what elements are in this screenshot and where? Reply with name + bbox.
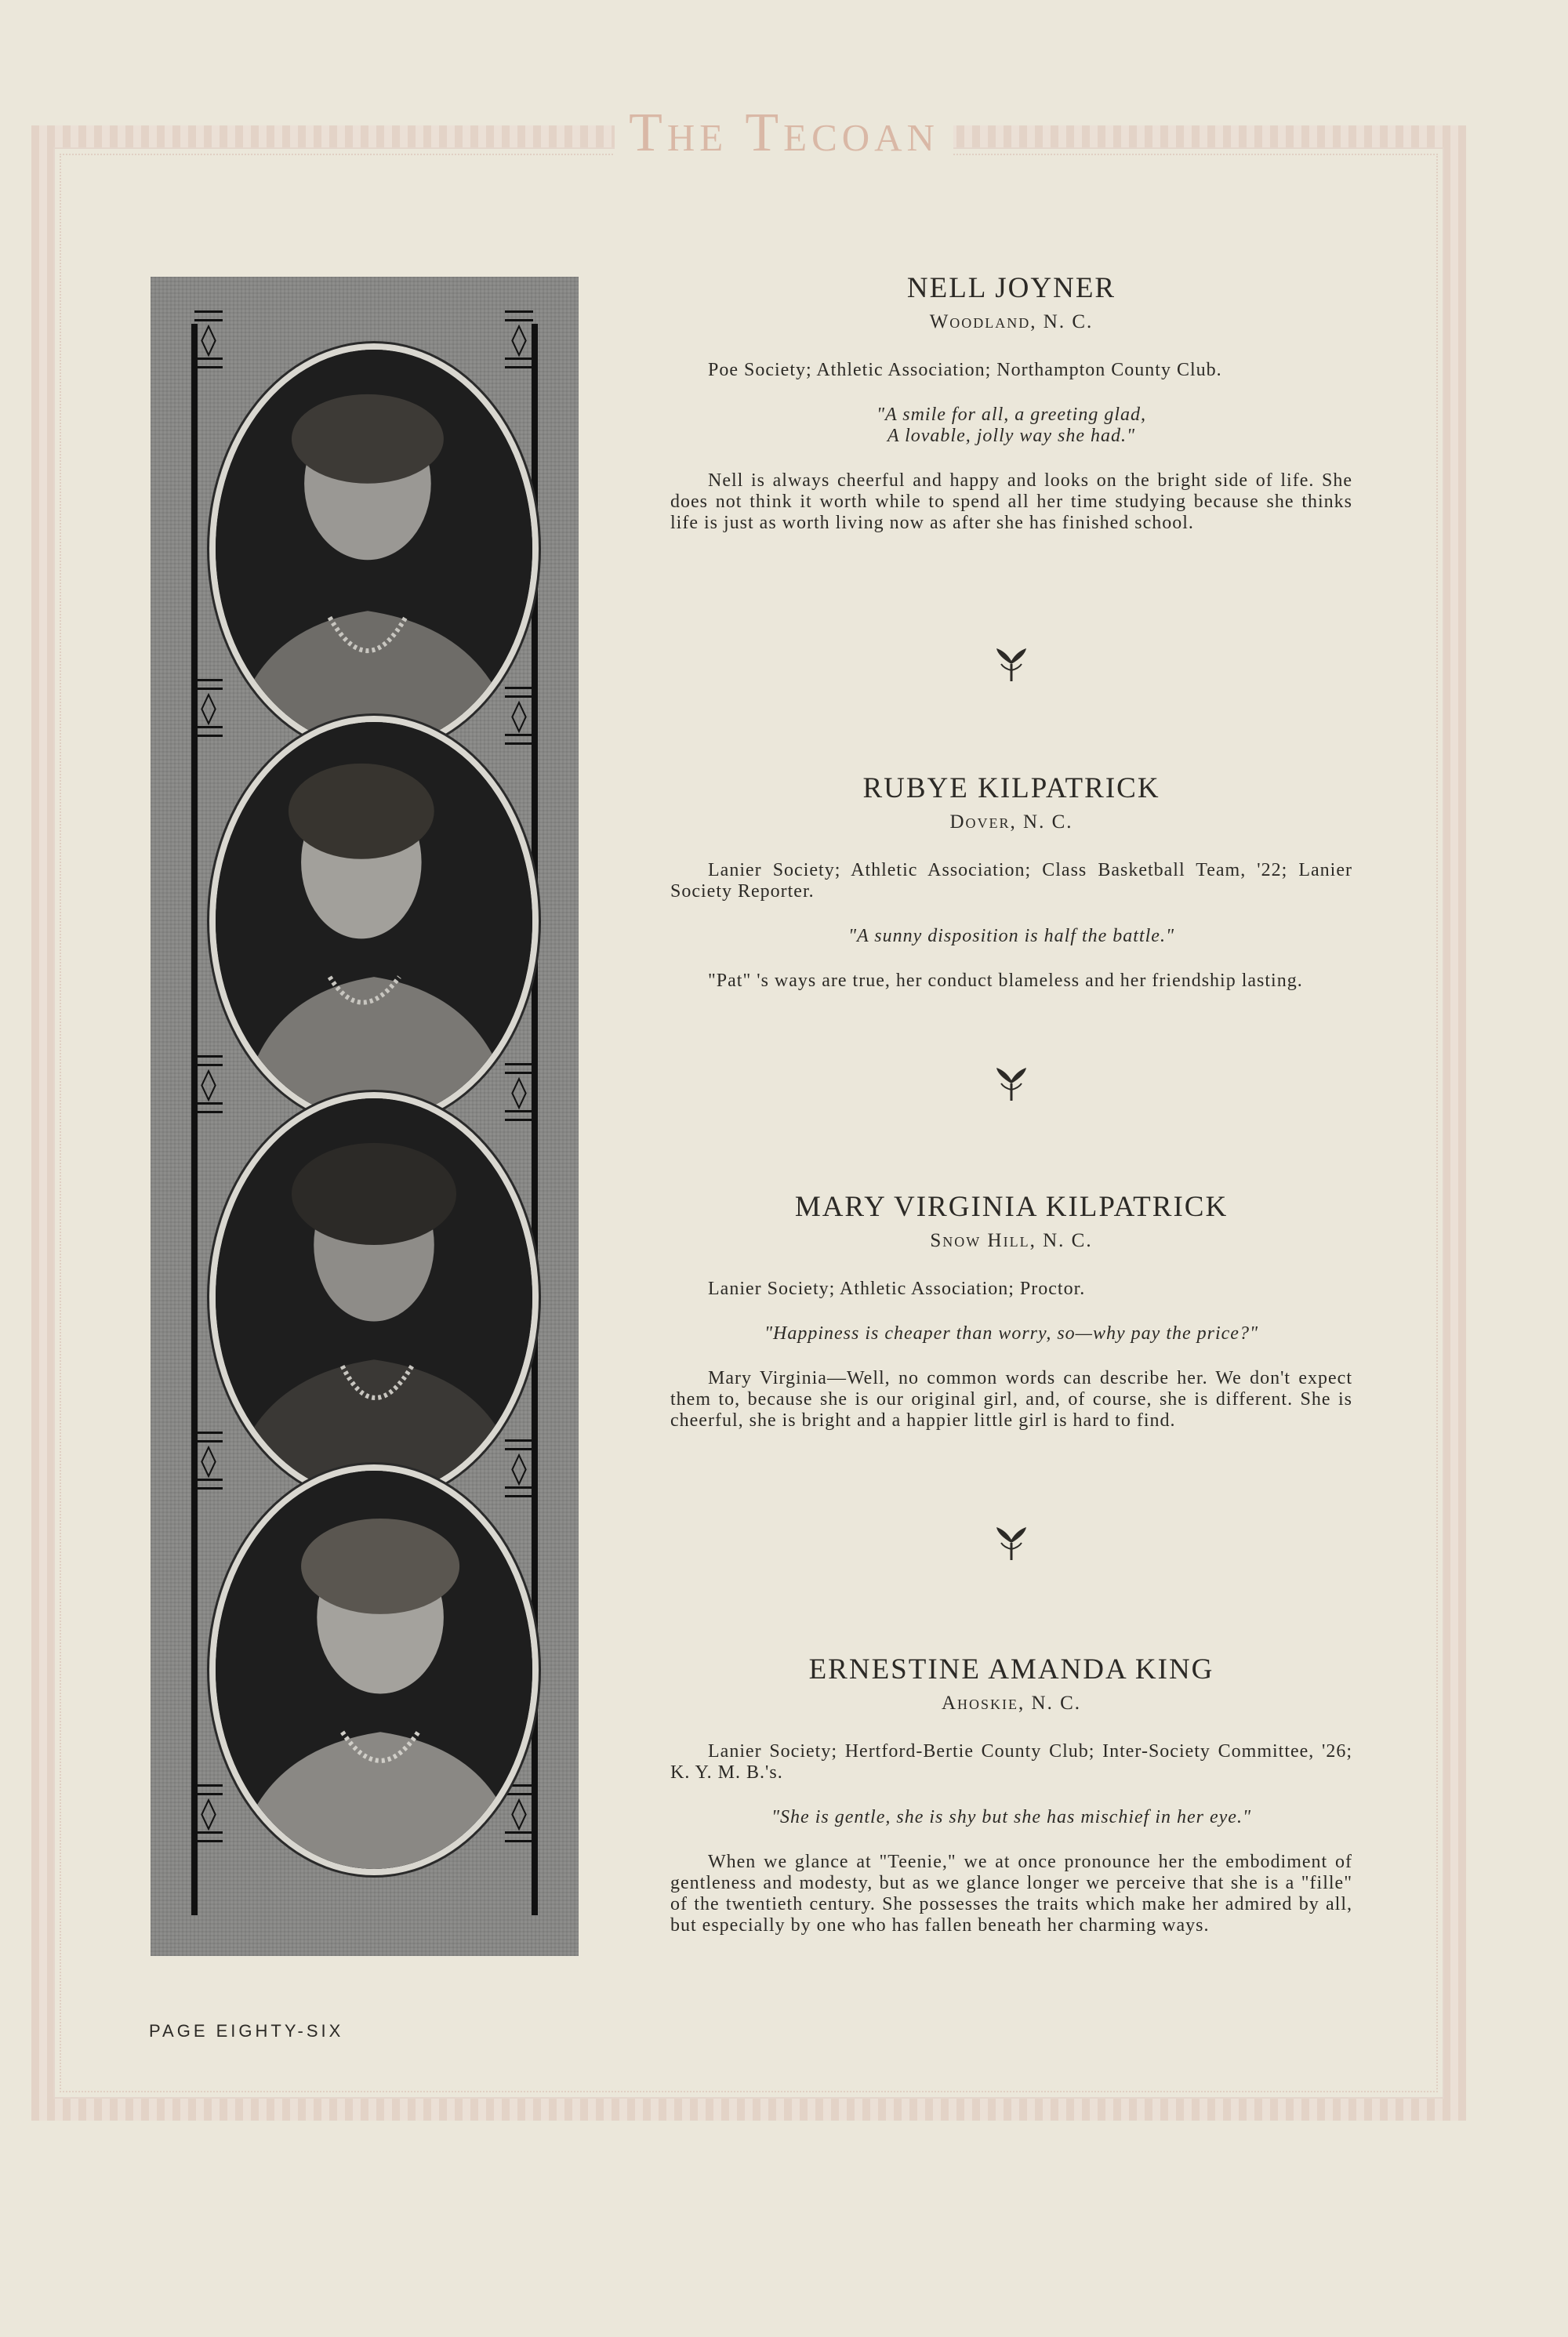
student-name: NELL JOYNER [906, 272, 1116, 304]
diamond-ornament-icon: ◊ [194, 1782, 223, 1845]
hometown: Ahoskie, N. C. [941, 1693, 1082, 1714]
page-number: PAGE EIGHTY-SIX [149, 2021, 344, 2041]
portrait-photo-icon [216, 722, 532, 1120]
diamond-ornament-icon: ◊ [194, 677, 223, 739]
diamond-ornament-icon: ◊ [505, 1061, 533, 1123]
bio-entry [670, 1190, 1352, 1432]
quote: "She is gentle, she is shy but she has mischief in her eye." [771, 1807, 1252, 1827]
portrait-photo-icon [216, 350, 532, 748]
activities: Lanier Society; Athletic Association; Class Basketball Team, '22; Lanier Society Reporter. [670, 860, 1352, 902]
diamond-ornament-icon: ◊ [505, 1437, 533, 1500]
portrait-nell-joyner [209, 343, 539, 754]
description: "Pat" 's ways are true, her conduct blameless and her friendship lasting. [708, 971, 1303, 991]
running-head [0, 102, 1568, 165]
student-name: MARY VIRGINIA KILPATRICK [794, 1191, 1229, 1223]
portrait-rubye-kilpatrick [209, 716, 539, 1127]
diamond-ornament-icon: ◊ [194, 308, 223, 371]
floral-ornament-icon [992, 645, 1031, 684]
quote: "A smile for all, a greeting glad, A lovable, jolly way she had." [876, 405, 1147, 446]
portrait-photo-icon [216, 1098, 532, 1497]
hometown: Snow Hill, N. C. [930, 1230, 1093, 1251]
diamond-ornament-icon: ◊ [505, 1782, 533, 1845]
bio-entry [670, 1653, 1352, 1936]
diamond-ornament-icon: ◊ [194, 1429, 223, 1492]
portrait-photo-icon [216, 1471, 532, 1869]
portrait-ernestine-amanda-king [209, 1464, 539, 1875]
activities: Lanier Society; Hertford-Bertie County Club; Inter-Society Committee, '26; K. Y. M. B.'s. [670, 1741, 1352, 1783]
portrait-mary-virginia-kilpatrick [209, 1092, 539, 1503]
description: Nell is always cheerful and happy and looks on the bright side of life. She does not think it worth while to spend all her time studying because she thinks life is just as worth living now as after she has finished school. [670, 470, 1352, 533]
activities: Lanier Society; Athletic Association; Proctor. [708, 1279, 1086, 1299]
running-title: The Tecoan [615, 103, 953, 163]
student-name: RUBYE KILPATRICK [862, 772, 1160, 804]
floral-ornament-icon [992, 1524, 1031, 1563]
hometown: Dover, N. C. [949, 811, 1073, 833]
activities: Poe Society; Athletic Association; Northampton County Club. [708, 360, 1222, 380]
floral-ornament-icon [992, 1065, 1031, 1104]
quote: "Happiness is cheaper than worry, so—why pay the price?" [764, 1323, 1259, 1344]
bio-entry [670, 271, 1352, 534]
description: Mary Virginia—Well, no common words can describe her. We don't expect them to, because she is our original girl, and, of course, she is different. She is cheerful, she is bright and a happier little girl is hard to find. [670, 1368, 1352, 1431]
bio-entry [670, 771, 1352, 992]
photo-strip [151, 277, 579, 1956]
left-rail [191, 324, 198, 1915]
diamond-ornament-icon: ◊ [505, 308, 533, 371]
hometown: Woodland, N. C. [929, 311, 1094, 332]
description: When we glance at "Teenie," we at once pronounce her the embodiment of gentleness and modesty, but as we glance longer we perceive that she is a "fille" of the twentieth century. She possesses the traits which make her admired by all, but especially by one who has fallen beneath her charming ways. [670, 1852, 1352, 1936]
student-name: ERNESTINE AMANDA KING [808, 1653, 1214, 1686]
diamond-ornament-icon: ◊ [194, 1053, 223, 1116]
quote: "A sunny disposition is half the battle." [848, 926, 1175, 946]
diamond-ornament-icon: ◊ [505, 684, 533, 747]
